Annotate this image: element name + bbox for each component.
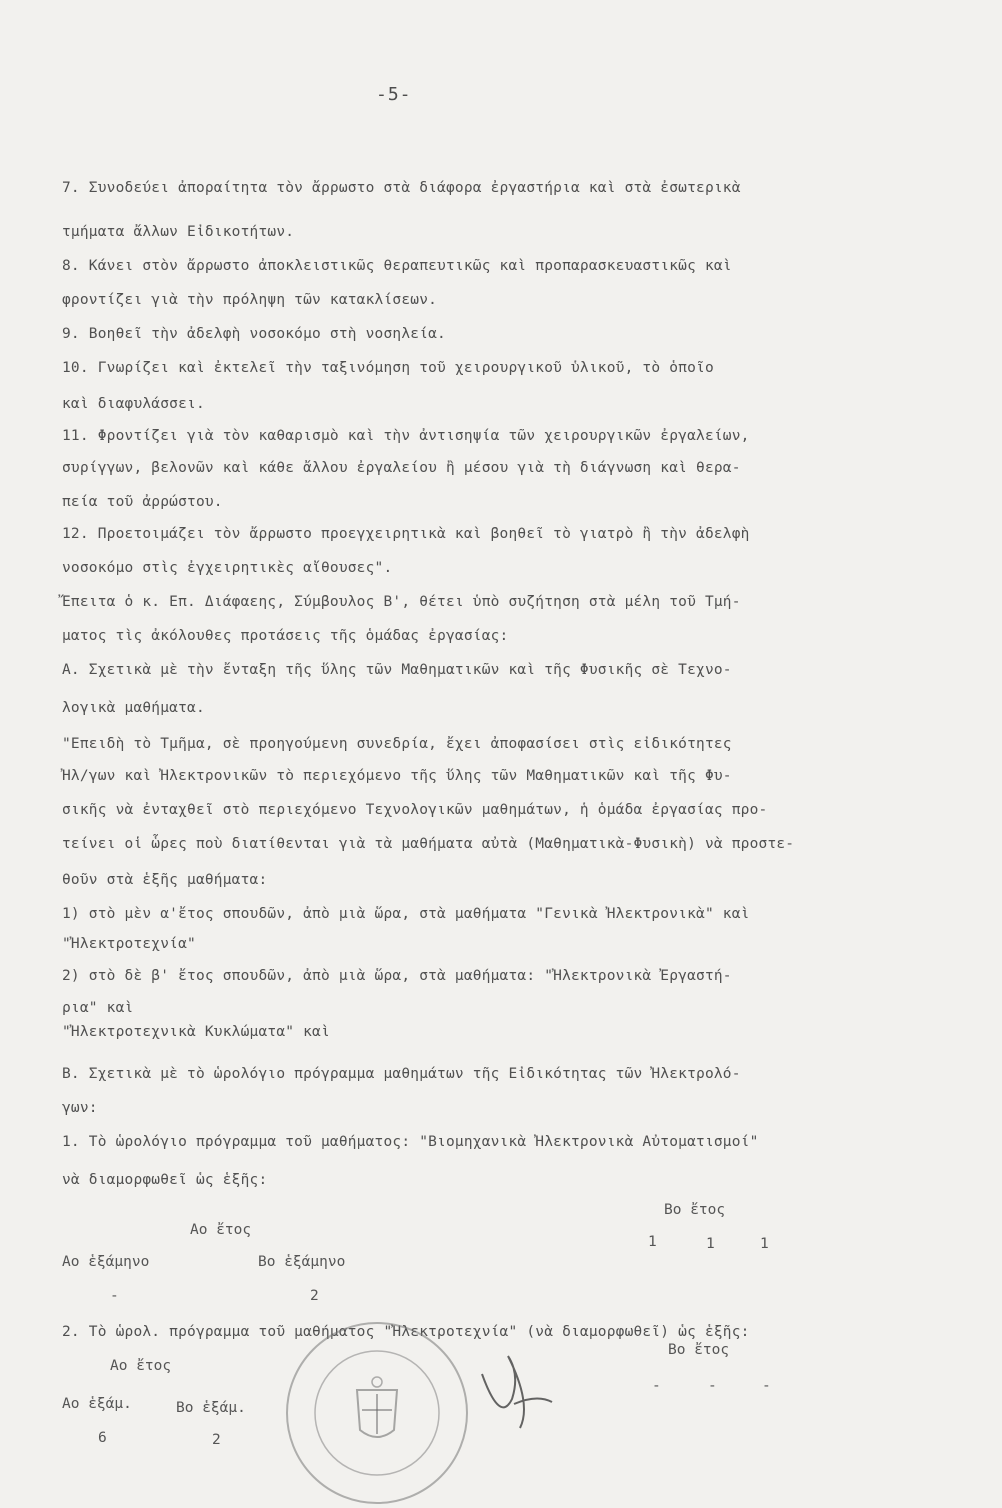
semester-a-heading: Αο ἑξάμ. bbox=[62, 1396, 132, 1412]
text-line: 1) στὸ μὲν α'ἔτος σπουδῶν, ἀπὸ μιὰ ὥρα, στὰ μαθήματα "Γενικὰ Ἠλεκτρονικὰ" καὶ bbox=[62, 906, 750, 922]
semester-b-heading: Βο ἑξάμ. bbox=[176, 1400, 246, 1416]
text-line: Ἠλ/γων καὶ Ἠλεκτρονικῶν τὸ περιεχόμενο τῆς ὕλης τῶν Μαθηματικῶν καὶ τῆς Φυ- bbox=[62, 768, 732, 784]
text-line: καὶ διαφυλάσσει. bbox=[62, 396, 205, 412]
text-line: "Επειδὴ τὸ Τμῆμα, σὲ προηγούμενη συνεδρία, ἔχει ἀποφασίσει στὶς εἰδικότητες bbox=[62, 736, 732, 752]
year-b-value: - bbox=[708, 1378, 717, 1394]
year-b-value: - bbox=[762, 1378, 771, 1394]
year-b-heading: Βο ἔτος bbox=[668, 1342, 730, 1358]
text-line: 10. Γνωρίζει καὶ ἐκτελεῖ τὴν ταξινόμηση τοῦ χειρουργικοῦ ὑλικοῦ, τὸ ὁποῖο bbox=[62, 360, 714, 376]
signature-icon bbox=[472, 1344, 562, 1434]
text-line: φροντίζει γιὰ τὴν πρόληψη τῶν κατακλίσεων. bbox=[62, 292, 438, 308]
year-a-heading: Αο ἔτος bbox=[190, 1222, 252, 1238]
text-line: σικῆς νὰ ἐνταχθεῖ στὸ περιεχόμενο Τεχνολογικῶν μαθημάτων, ἡ ὁμάδα ἐργασίας προ- bbox=[62, 802, 768, 818]
semester-a-value: 6 bbox=[98, 1430, 107, 1446]
text-line: γων: bbox=[62, 1100, 98, 1116]
text-line: 7. Συνοδεύει ἀποραίτητα τὸν ἄρρωστο στὰ διάφορα ἐργαστήρια καὶ στὰ ἐσωτερικὰ bbox=[62, 180, 741, 196]
text-line: 12. Προετοιμάζει τὸν ἄρρωστο προεγχειρητικὰ καὶ βοηθεῖ τὸ γιατρὸ ἢ τὴν ἀδελφὴ bbox=[62, 526, 750, 542]
text-line: λογικὰ μαθήματα. bbox=[62, 700, 205, 716]
text-line: νὰ διαμορφωθεῖ ὡς ἑξῆς: bbox=[62, 1172, 268, 1188]
text-line: συρίγγων, βελονῶν καὶ κάθε ἄλλου ἐργαλείου ἢ μέσου γιὰ τὴ διάγνωση καὶ θερα- bbox=[62, 460, 741, 476]
text-line: 8. Κάνει στὸν ἄρρωστο ἀποκλειστικῶς θεραπευτικῶς καὶ προπαρασκευαστικῶς καὶ bbox=[62, 258, 732, 274]
text-line: πεία τοῦ ἀρρώστου. bbox=[62, 494, 223, 510]
official-seal-icon bbox=[282, 1318, 472, 1508]
text-line: θοῦν στὰ ἑξῆς μαθήματα: bbox=[62, 872, 268, 888]
year-b-value: 1 bbox=[648, 1234, 657, 1250]
text-line: Ἔπειτα ὁ κ. Επ. Διάφαεης, Σύμβουλος Β', θέτει ὑπὸ συζήτηση στὰ μέλη τοῦ Τμή- bbox=[62, 594, 741, 610]
text-line: "Ἠλεκτροτεχνικὰ Κυκλώματα" καὶ bbox=[62, 1024, 330, 1040]
year-a-heading: Αο ἔτος bbox=[110, 1358, 172, 1374]
page-number: -5- bbox=[376, 84, 412, 105]
year-b-value: - bbox=[652, 1378, 661, 1394]
text-line: τμήματα ἄλλων Εἰδικοτήτων. bbox=[62, 224, 295, 240]
semester-a-value: - bbox=[110, 1288, 119, 1304]
text-line: τείνει οἱ ὧρες ποὺ διατίθενται γιὰ τὰ μαθήματα αὐτὰ (Μαθηματικὰ-Φυσικὴ) νὰ προστε- bbox=[62, 836, 795, 852]
text-line: 1. Τὸ ὡρολόγιο πρόγραμμα τοῦ μαθήματος: "Βιομηχανικὰ Ἠλεκτρονικὰ Αὐτοματισμοί" bbox=[62, 1134, 759, 1150]
text-line: "Ἠλεκτροτεχνία" bbox=[62, 936, 196, 952]
text-line: 2) στὸ δὲ β' ἔτος σπουδῶν, ἀπὸ μιὰ ὥρα, στὰ μαθήματα: "Ἠλεκτρονικὰ Ἐργαστή- bbox=[62, 968, 732, 984]
text-line: ρια" καὶ bbox=[62, 1000, 134, 1016]
text-line: νοσοκόμο στὶς ἐγχειρητικὲς αἴθουσες". bbox=[62, 560, 393, 576]
text-line: 2. Τὸ ὡρολ. πρόγραμμα τοῦ μαθήματος "Ἠλεκτροτεχνία" (νὰ διαμορφωθεῖ) ὡς ἑξῆς: bbox=[62, 1324, 750, 1340]
semester-b-value: 2 bbox=[212, 1432, 221, 1448]
semester-b-value: 2 bbox=[310, 1288, 319, 1304]
text-line: 9. Βοηθεῖ τὴν ἀδελφὴ νοσοκόμο στὴ νοσηλεία. bbox=[62, 326, 446, 342]
text-line: Α. Σχετικὰ μὲ τὴν ἔνταξη τῆς ὕλης τῶν Μαθηματικῶν καὶ τῆς Φυσικῆς σὲ Τεχνο- bbox=[62, 662, 732, 678]
text-line: ματος τὶς ἀκόλουθες προτάσεις τῆς ὁμάδας ἐργασίας: bbox=[62, 628, 509, 644]
year-b-value: 1 bbox=[760, 1236, 769, 1252]
year-b-heading: Βο ἔτος bbox=[664, 1202, 726, 1218]
semester-b-heading: Βο ἑξάμηνο bbox=[258, 1254, 346, 1270]
year-b-value: 1 bbox=[706, 1236, 715, 1252]
text-line: Β. Σχετικὰ μὲ τὸ ὡρολόγιο πρόγραμμα μαθημάτων τῆς Εἰδικότητας τῶν Ἠλεκτρολό- bbox=[62, 1066, 741, 1082]
text-line: 11. Φροντίζει γιὰ τὸν καθαρισμὸ καὶ τὴν ἀντισηψία τῶν χειρουργικῶν ἐργαλείων, bbox=[62, 428, 750, 444]
semester-a-heading: Αο ἑξάμηνο bbox=[62, 1254, 150, 1270]
